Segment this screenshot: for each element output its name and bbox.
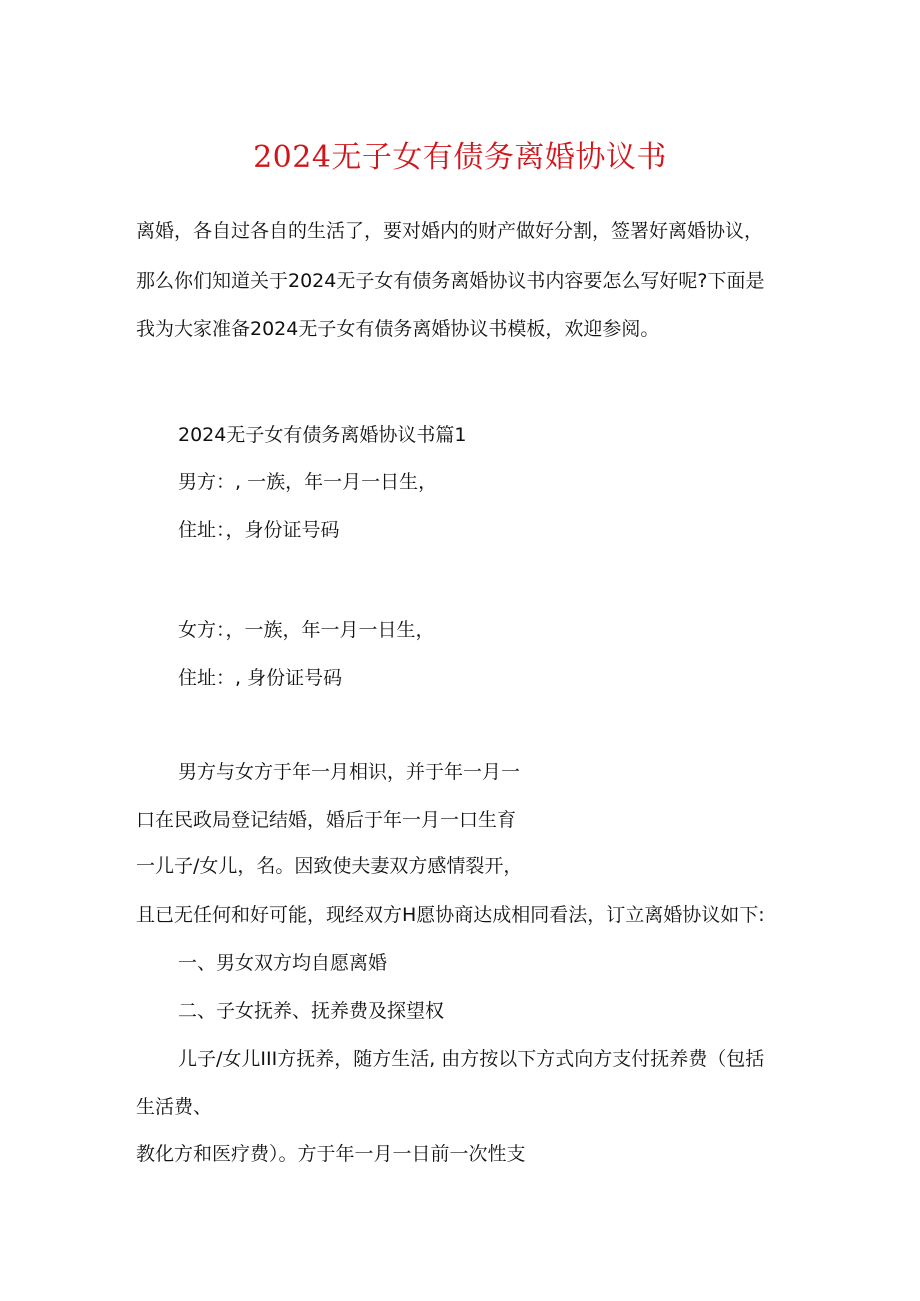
man-address-line: 住址：，身份证号码	[178, 519, 340, 541]
man-info-line: 男方：, 一族，年一月一日生，	[178, 471, 438, 493]
clause-2-text-line-2: 生活费、	[136, 1096, 213, 1118]
clause-2-text-line-3: 教化方和医疗费）。方于年一月一日前一次性支	[136, 1143, 526, 1165]
document-title: 2024无子女有债务离婚协议书	[253, 140, 667, 175]
clause-1: 一、男女双方均自愿离婚	[178, 952, 388, 974]
body-line-4: 且已无任何和好可能，现经双方H愿协商达成相同看法，订立离婚协议如下:	[136, 904, 765, 926]
body-line-2: 口在民政局登记结婚，婚后于年一月一口生育	[136, 809, 517, 831]
body-line-1: 男方与女方于年一月相识，并于年一月一	[178, 761, 521, 783]
intro-line-3: 我为大家准备2024无子女有债务离婚协议书模板，欢迎参阅。	[136, 318, 660, 340]
body-line-3: 一儿子/女儿，名。因致使夫妻双方感情裂开，	[136, 855, 523, 877]
clause-2-text-line-1: 儿子/女儿III方抚养，随方生活, 由方按以下方式向方支付抚养费（包括	[178, 1048, 765, 1070]
intro-line-1: 离婚，各自过各自的生活了，要对婚内的财产做好分割，签署好离婚协议，	[136, 220, 764, 242]
intro-line-2: 那么你们知道关于2024无子女有债务离婚协议书内容要怎么写好呢?下面是	[136, 270, 765, 292]
clause-2-heading: 二、子女抚养、抚养费及探望权	[178, 1000, 445, 1022]
woman-address-line: 住址：, 身份证号码	[178, 667, 343, 689]
woman-info-line: 女方：，一族，年一月一日生，	[178, 619, 435, 641]
section-heading: 2024无子女有债务离婚协议书篇1	[178, 424, 467, 446]
